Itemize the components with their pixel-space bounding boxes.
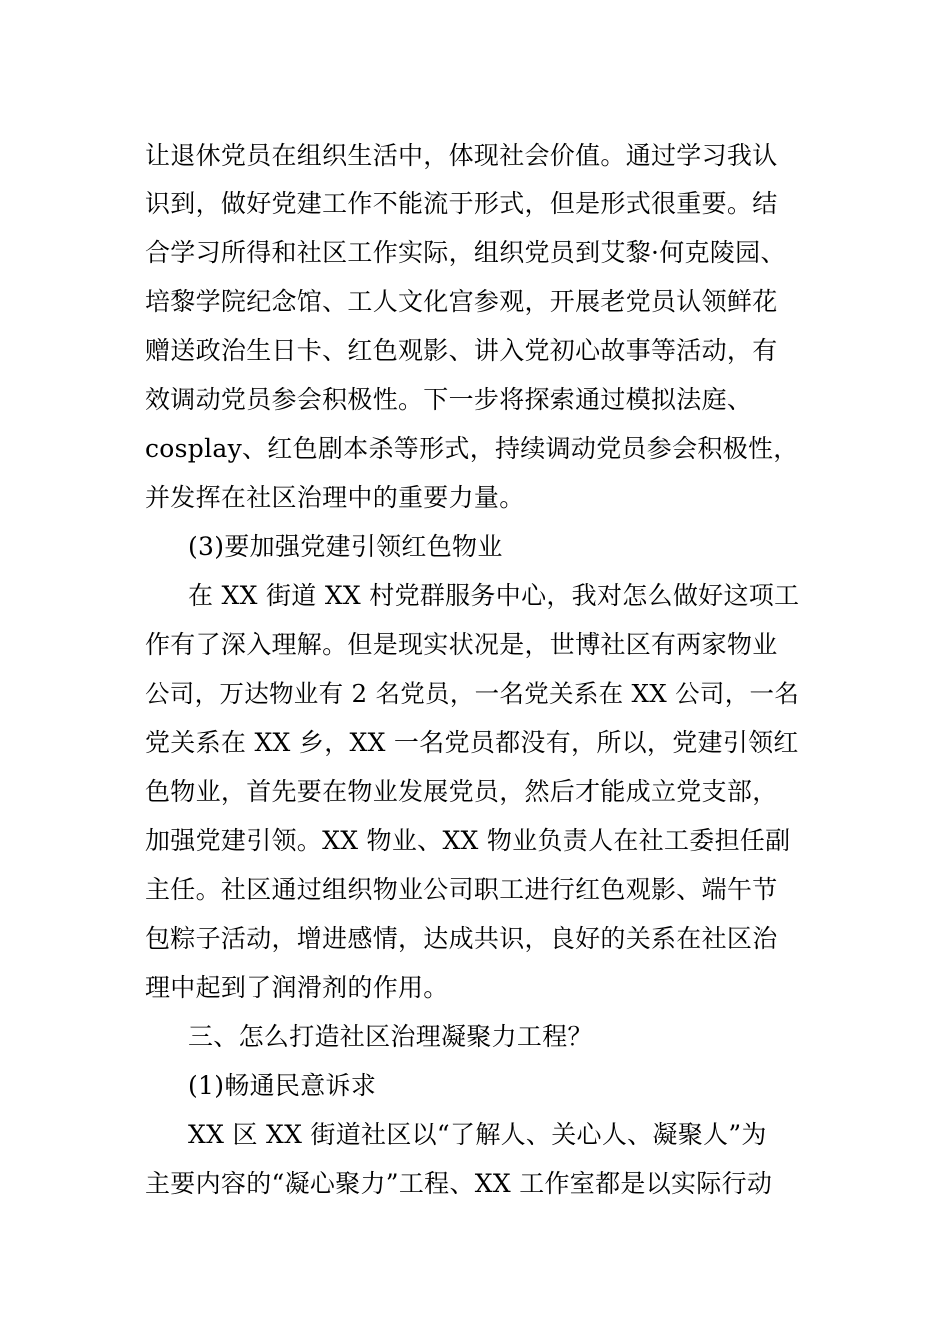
paragraph-line: 理中起到了润滑剂的作用。 (145, 973, 449, 1002)
paragraph-line: 公司，万达物业有 2 名党员，一名党关系在 XX 公司，一名 (145, 679, 800, 708)
paragraph-line: 效调动党员参会积极性。下一步将探索通过模拟法庭、 (145, 385, 753, 414)
paragraph-line: 加强党建引领。XX 物业、XX 物业负责人在社工委担任副 (145, 826, 791, 855)
paragraph-line: 主任。社区通过组织物业公司职工进行红色观影、端午节 (145, 875, 778, 904)
paragraph-line: 包粽子活动，增进感情，达成共识，良好的关系在社区治 (145, 924, 778, 953)
section-heading: 三、怎么打造社区治理凝聚力工程？ (188, 1022, 593, 1051)
subsection-heading: (1)畅通民意诉求 (188, 1071, 377, 1100)
paragraph-line: 让退休党员在组织生活中，体现社会价值。通过学习我认 (145, 141, 778, 170)
paragraph-line: 识到，做好党建工作不能流于形式，但是形式很重要。结 (145, 189, 778, 218)
paragraph-line: 作有了深入理解。但是现实状况是，世博社区有两家物业 (145, 630, 778, 659)
paragraph-line: 党关系在 XX 乡，XX 一名党员都没有，所以，党建引领红 (145, 728, 799, 757)
paragraph-line: 培黎学院纪念馆、工人文化宫参观，开展老党员认领鲜花 (145, 287, 778, 316)
paragraph-line: XX 区 XX 街道社区以“了解人、关心人、凝聚人”为 (188, 1120, 767, 1149)
paragraph-line: 并发挥在社区治理中的重要力量。 (145, 483, 525, 512)
paragraph-line: 赠送政治生日卡、红色观影、讲入党初心故事等活动，有 (145, 336, 778, 365)
paragraph-line: 合学习所得和社区工作实际，组织党员到艾黎·何克陵园、 (145, 238, 786, 267)
paragraph-line: 主要内容的“凝心聚力”工程、XX 工作室都是以实际行动 (145, 1169, 773, 1198)
paragraph-line: 色物业，首先要在物业发展党员，然后才能成立党支部， (145, 777, 778, 806)
paragraph-line: 在 XX 街道 XX 村党群服务中心，我对怎么做好这项工 (188, 581, 800, 610)
section-heading: (3)要加强党建引领红色物业 (188, 532, 503, 561)
paragraph-line: cosplay、红色剧本杀等形式，持续调动党员参会积极性， (145, 434, 799, 463)
